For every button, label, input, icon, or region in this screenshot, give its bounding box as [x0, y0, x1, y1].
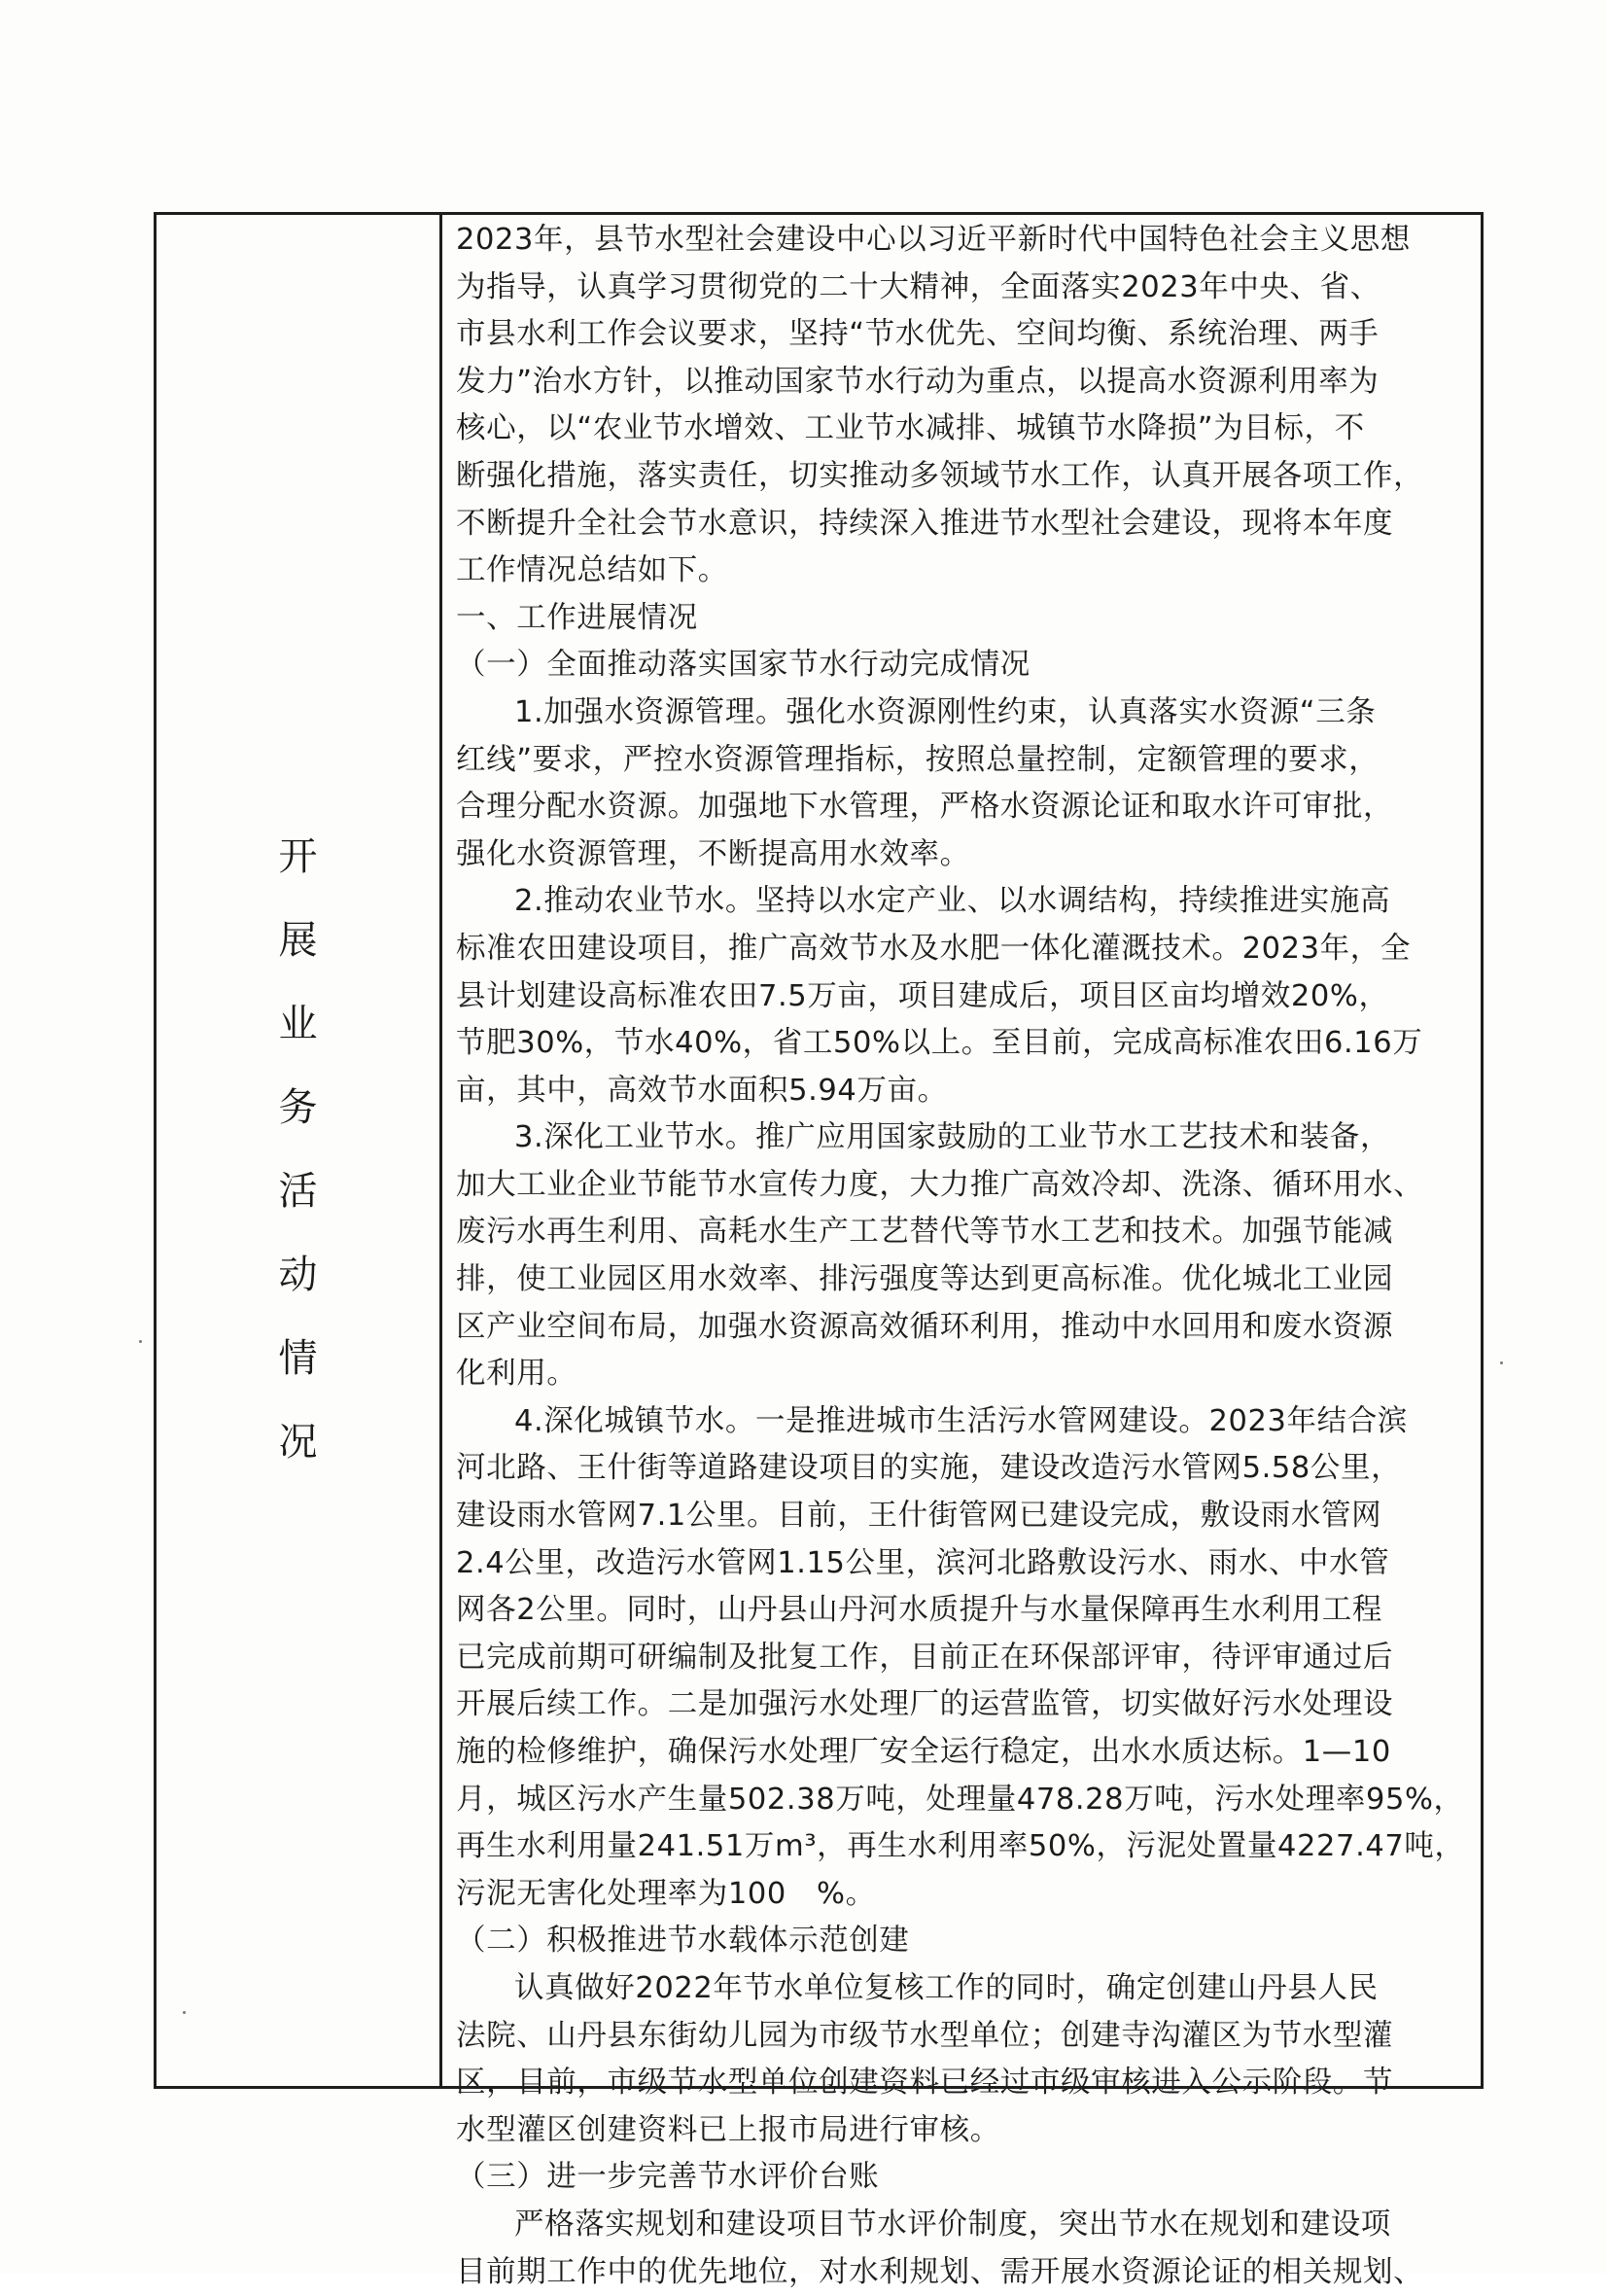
scan-speck: [183, 2011, 186, 2014]
body-line: （三）进一步完善节水评价台账: [456, 2160, 880, 2195]
body-line: 化利用。: [456, 1357, 577, 1392]
body-line: 亩，其中，高效节水面积5.94万亩。: [456, 1073, 948, 1108]
body-line: 市县水利工作会议要求，坚持“节水优先、空间均衡、系统治理、两手: [456, 317, 1380, 352]
content-cell: [442, 215, 1481, 2289]
side-heading-char: 活: [278, 1169, 318, 1214]
body-line: 施的检修维护，确保污水处理厂安全运行稳定，出水水质达标。1—10: [456, 1735, 1391, 1769]
side-heading-char: 情: [278, 1336, 318, 1381]
body-line: 区产业空间布局，加强水资源高效循环利用，推动中水回用和废水资源: [456, 1309, 1394, 1344]
left-header-cell: [157, 215, 442, 2086]
body-line: 区，目前，市级节水型单位创建资料已经过市级审核进入公示阶段。节: [456, 2066, 1394, 2101]
body-line: 标准农田建设项目，推广高效节水及水肥一体化灌溉技术。2023年，全: [456, 931, 1411, 966]
body-line: 废污水再生利用、高耗水生产工艺替代等节水工艺和技术。加强节能减: [456, 1215, 1394, 1250]
body-line: 为指导，认真学习贯彻党的二十大精神，全面落实2023年中央、省、: [456, 269, 1380, 304]
side-heading-char: 展: [278, 918, 318, 963]
body-line: 县计划建设高标准农田7.5万亩，项目建成后，项目区亩均增效20%，: [456, 978, 1389, 1013]
body-line: 3.深化工业节水。推广应用国家鼓励的工业节水工艺技术和装备，: [514, 1120, 1391, 1155]
body-line: 节肥30%，节水40%，省工50%以上。至目前，完成高标准农田6.16万: [456, 1026, 1423, 1061]
body-line: 水型灌区创建资料已上报市局进行审核。: [456, 2112, 1000, 2147]
body-line: 污泥无害化处理率为100 %。: [456, 1876, 876, 1911]
body-line: 河北路、王什街等道路建设项目的实施，建设改造污水管网5.58公里，: [456, 1451, 1402, 1486]
side-heading-char: 务: [278, 1085, 318, 1130]
body-line: 一、工作进展情况: [456, 600, 698, 635]
scan-speck: [1500, 1361, 1503, 1364]
body-line: 工作情况总结如下。: [456, 553, 728, 588]
body-line: 建设雨水管网7.1公里。目前，王什街管网已建设完成，敷设雨水管网: [456, 1499, 1382, 1534]
body-line: 2023年，县节水型社会建设中心以习近平新时代中国特色社会主义思想: [456, 223, 1411, 257]
vertical-heading: [157, 834, 439, 1506]
body-line: 不断提升全社会节水意识，持续深入推进节水型社会建设，现将本年度: [456, 506, 1394, 541]
body-line: （二）积极推进节水载体示范创建: [456, 1924, 910, 1959]
body-line: 1.加强水资源管理。强化水资源刚性约束，认真落实水资源“三条: [514, 694, 1377, 729]
body-line: 法院、山丹县东街幼儿园为市级节水型单位；创建寺沟灌区为节水型灌: [456, 2018, 1394, 2053]
body-line: 4.深化城镇节水。一是推进城市生活污水管网建设。2023年结合滨: [514, 1403, 1408, 1438]
body-line: 红线”要求，严控水资源管理指标，按照总量控制，定额管理的要求，: [456, 742, 1380, 777]
scan-speck: [139, 1340, 142, 1343]
body-line: 加大工业企业节能节水宣传力度，大力推广高效冷却、洗涤、循环用水、: [456, 1167, 1424, 1202]
body-text: [456, 217, 1465, 2296]
body-line: 发力”治水方针，以推动国家节水行动为重点，以提高水资源利用率为: [456, 364, 1380, 399]
side-heading-char: 开: [278, 834, 318, 879]
side-heading-char: 况: [278, 1420, 318, 1465]
body-line: 核心，以“农业节水增效、工业节水减排、城镇节水降损”为目标，不: [456, 411, 1365, 446]
body-line: 严格落实规划和建设项目节水评价制度，突出节水在规划和建设项: [514, 2207, 1391, 2242]
body-line: 排，使工业园区用水效率、排污强度等达到更高标准。优化城北工业园: [456, 1262, 1394, 1297]
body-line: 2.4公里，改造污水管网1.15公里，滨河北路敷设污水、雨水、中水管: [456, 1545, 1390, 1580]
side-heading-char: 动: [278, 1253, 318, 1297]
side-heading-char: 业: [278, 1002, 318, 1046]
body-line: 2.推动农业节水。坚持以水定产业、以水调结构，持续推进实施高: [514, 884, 1391, 919]
body-line: 合理分配水资源。加强地下水管理，严格水资源论证和取水许可审批，: [456, 790, 1394, 825]
body-line: 月，城区污水产生量502.38万吨，处理量478.28万吨，污水处理率95%，: [456, 1782, 1464, 1817]
activity-table: [154, 212, 1484, 2289]
body-line: 认真做好2022年节水单位复核工作的同时，确定创建山丹县人民: [514, 1970, 1379, 2005]
body-line: 再生水利用量241.51万m³，再生水利用率50%，污泥处置量4227.47吨，: [456, 1829, 1465, 1864]
body-line: （一）全面推动落实国家节水行动完成情况: [456, 648, 1031, 683]
body-line: 已完成前期可研编制及批复工作，目前正在环保部评审，待评审通过后: [456, 1640, 1394, 1675]
body-line: 开展后续工作。二是加强污水处理厂的运营监管，切实做好污水处理设: [456, 1687, 1394, 1722]
body-line: 目前期工作中的优先地位，对水利规划、需开展水资源论证的相关规划、: [456, 2254, 1424, 2289]
body-line: 强化水资源管理，不断提高用水效率。: [456, 836, 970, 871]
body-line: 网各2公里。同时，山丹县山丹河水质提升与水量保障再生水利用工程: [456, 1593, 1383, 1628]
body-line: 断强化措施，落实责任，切实推动多领域节水工作，认真开展各项工作，: [456, 458, 1424, 493]
